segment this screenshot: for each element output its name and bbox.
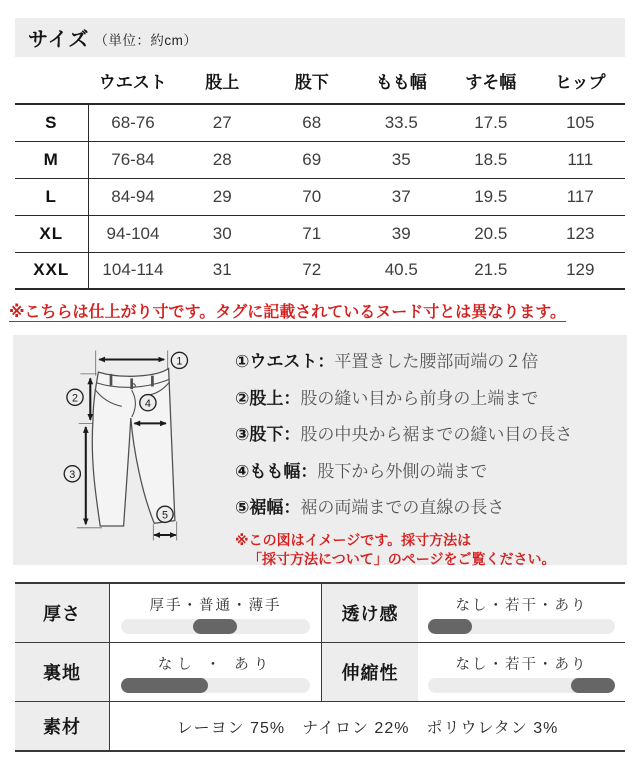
stretch-slider-pill: [571, 678, 615, 693]
measurement-diagram-box: [13, 335, 627, 565]
size-label: XL: [15, 215, 88, 252]
cell: 17.5: [474, 112, 508, 132]
col-header-hip: ヒップ: [536, 57, 626, 104]
cell: 123: [566, 223, 595, 243]
note-desc: 裾の両端までの直線の長さ: [300, 498, 505, 517]
note-separator: ：: [317, 352, 335, 371]
material-label: 素材: [15, 702, 110, 750]
cell: 29: [212, 186, 232, 206]
note-desc: 股の縫い目から前身の上端まで: [300, 388, 539, 408]
finish-size-note: ※こちらは仕上がり寸です。タグに記載されているヌード寸とは異なります。: [9, 304, 566, 321]
lining-scale: なし ・ あり: [157, 657, 274, 673]
sheerness-slider-pill: [428, 619, 472, 634]
note-separator: ：: [283, 388, 301, 408]
stretch-label: 伸縮性: [322, 643, 418, 702]
cell: 33.5: [384, 112, 418, 132]
stretch-cell: [418, 643, 625, 702]
disclaimer-line-2: 「採寸方法について」のページをご覧ください。: [248, 550, 556, 567]
sheerness-label: 透け感: [322, 584, 418, 643]
title-bar: [15, 18, 625, 57]
page-title: サイズ: [28, 29, 90, 51]
note-rise: [235, 381, 572, 418]
corner-cell: [15, 57, 88, 104]
cell: 68: [302, 112, 322, 132]
cell: 27: [212, 112, 232, 132]
cell: 71: [302, 223, 322, 243]
material-value: レーヨン 75% ナイロン 22% ポリウレタン 3%: [176, 719, 559, 737]
note-num: ④: [235, 461, 250, 481]
note-term: 股上: [249, 388, 284, 408]
cell: 76-84: [111, 149, 155, 169]
spec-table: [15, 582, 625, 752]
stretch-slider: [428, 678, 614, 693]
table-row-l: [15, 178, 625, 215]
lining-slider-pill: [121, 678, 208, 693]
cell: 40.5: [384, 260, 418, 280]
col-header-inseam: 股下: [267, 57, 357, 104]
unit-label: （単位：約cm）: [94, 33, 198, 48]
marker-1: 1: [176, 355, 183, 368]
diagram-disclaimer: [235, 531, 572, 569]
note-num: ⑤: [235, 498, 250, 517]
cell: 68-76: [111, 112, 155, 132]
cell: 20.5: [474, 223, 508, 243]
cell: 39: [391, 223, 411, 243]
lining-slider: [121, 678, 311, 693]
thickness-slider-pill: [193, 619, 237, 634]
marker-4: 4: [144, 397, 151, 410]
cell: 70: [302, 186, 322, 206]
table-row-m: [15, 141, 625, 178]
cell: 117: [566, 186, 594, 206]
cell: 105: [566, 112, 595, 132]
size-label: L: [15, 178, 88, 215]
note-num: ②: [235, 388, 250, 408]
note-separator: ：: [283, 425, 301, 444]
note-num: ③: [235, 425, 250, 444]
cell: 104-114: [102, 260, 164, 280]
note-separator: ：: [300, 461, 318, 481]
cell: 35: [391, 149, 411, 169]
cell: 21.5: [474, 260, 508, 280]
lining-label: 裏地: [15, 643, 110, 702]
note-term: ウエスト: [249, 352, 318, 371]
cell: 18.5: [474, 149, 508, 169]
col-header-thigh: もも幅: [357, 57, 447, 104]
pants-diagram-icon: [39, 346, 219, 553]
table-row-s: [15, 104, 625, 141]
note-desc: 股下から外側の端まで: [317, 461, 488, 481]
measurement-notes: [235, 335, 572, 565]
sheerness-slider: [428, 619, 614, 634]
note-thigh: [235, 454, 572, 491]
disclaimer-line-1: ※この図はイメージです。採寸方法は: [235, 531, 472, 548]
col-header-waist: ウエスト: [88, 57, 178, 104]
cell: 129: [566, 260, 595, 280]
size-label: XXL: [15, 252, 88, 289]
note-term: 股下: [249, 425, 284, 444]
note-term: 裾幅: [249, 498, 284, 517]
cell: 30: [212, 223, 232, 243]
thickness-label: 厚さ: [15, 584, 110, 643]
sheerness-cell: [418, 584, 625, 643]
size-table-header-row: [15, 57, 625, 104]
note-num: ①: [235, 352, 250, 371]
cell: 111: [567, 149, 594, 169]
note-desc: 平置きした腰部両端の２倍: [334, 352, 539, 371]
cell: 72: [302, 260, 322, 280]
note-term: もも幅: [249, 461, 301, 481]
note-inseam: [235, 417, 572, 454]
stretch-scale: なし・若干・あり: [455, 657, 588, 673]
col-header-hem: すそ幅: [446, 57, 536, 104]
table-row-xxl: [15, 252, 625, 289]
cell: 28: [212, 149, 232, 169]
thickness-cell: [110, 584, 322, 643]
marker-5: 5: [162, 509, 169, 522]
size-label: S: [15, 104, 88, 141]
lining-cell: [110, 643, 322, 702]
thickness-slider: [121, 619, 311, 634]
cell: 19.5: [474, 186, 508, 206]
note-desc: 股の中央から裾までの縫い目の長さ: [300, 425, 573, 444]
thickness-scale: 厚手・普通・薄手: [149, 598, 282, 614]
cell: 37: [391, 186, 411, 206]
sheerness-scale: なし・若干・あり: [455, 598, 588, 614]
cell: 31: [212, 260, 232, 280]
col-header-rise: 股上: [178, 57, 268, 104]
marker-2: 2: [72, 392, 78, 405]
note-waist: [235, 344, 572, 381]
cell: 69: [302, 149, 322, 169]
table-row-xl: [15, 215, 625, 252]
marker-3: 3: [69, 468, 76, 481]
size-label: M: [15, 141, 88, 178]
size-table: [15, 57, 625, 290]
note-hem: [235, 490, 572, 527]
cell: 94-104: [106, 223, 160, 243]
note-separator: ：: [283, 498, 301, 517]
cell: 84-94: [111, 186, 155, 206]
